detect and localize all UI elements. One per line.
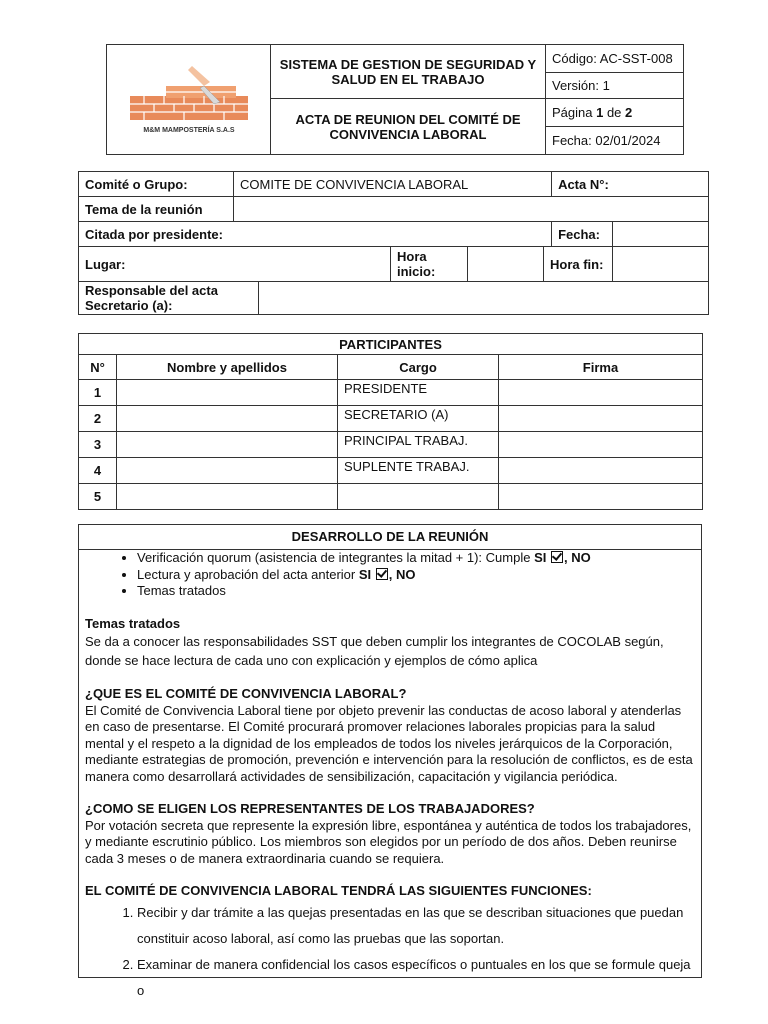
row-num: 1 [79, 380, 117, 406]
brick-wall-logo-icon [114, 58, 264, 138]
table-row [79, 406, 703, 432]
participants-title: PARTICIPANTES [79, 334, 703, 355]
acta-label: Acta N°: [552, 172, 709, 197]
doc-version: Versión: 1 [546, 73, 684, 99]
q1-text: El Comité de Convivencia Laboral tiene por objeto prevenir las conductas de acoso laboral y atenderlas en caso de presentarse. El Comité procurará promover relaciones laborales propicias para la salud mental y el respeto a la dignidad de los empleados de todos los niveles jerárquicos de la Corporación, mediante estrategias de promoción, prevención e intervención para la resolución de conflictos, es de esta manera como desarrollará actividades de sensibilización, capacitación y vigilancia periódica. [85, 702, 693, 784]
name-cell [117, 458, 338, 484]
table-row [79, 484, 703, 510]
comite-value: COMITE DE CONVIVENCIA LABORAL [234, 172, 552, 197]
row-num: 4 [79, 458, 117, 484]
q1-heading: ¿QUE ES EL COMITÉ DE CONVIVENCIA LABORAL? [85, 686, 407, 701]
tema-value [234, 197, 709, 222]
list-item: 1. Recibir y dar trámite a las quejas presentadas en las que se describan situaciones que puedan constituir acoso laboral, así como las pruebas que las soportan. [137, 900, 695, 952]
q3-heading: EL COMITÉ DE CONVIVENCIA LABORAL TENDRÁ LAS SIGUIENTES FUNCIONES: [85, 883, 592, 898]
responsable-label: Responsable del acta Secretario (a): [79, 282, 259, 315]
firma-cell [499, 458, 703, 484]
table-row [79, 432, 703, 458]
list-item: • Lectura y aprobación del acta anterior SI , NO [137, 567, 695, 584]
checkbox-checked-icon [376, 568, 388, 580]
comite-label: Comité o Grupo: [79, 172, 234, 197]
meeting-info-table [78, 171, 709, 315]
col-header-cargo: Cargo [338, 355, 499, 380]
temas-text: Se da a conocer las responsabilidades SST que deben cumplir los integrantes de COCOLAB según, donde se hace lectura de cada uno con explicación y ejemplos de cómo aplica [85, 634, 664, 668]
q2-heading: ¿COMO SE ELIGEN LOS REPRESENTANTES DE LOS TRABAJADORES? [85, 801, 535, 816]
doc-code: Código: AC-SST-008 [546, 45, 684, 73]
system-title: SISTEMA DE GESTION DE SEGURIDAD Y SALUD EN EL TRABAJO [271, 45, 546, 99]
firma-cell [499, 484, 703, 510]
name-cell [117, 380, 338, 406]
document-header [106, 44, 684, 155]
cargo-cell: SUPLENTE TRABAJ. [338, 458, 499, 484]
hora-fin-label: Hora fin: [544, 247, 613, 282]
lugar-label: Lugar: [79, 247, 391, 282]
responsable-value [259, 282, 709, 315]
company-logo [107, 45, 271, 155]
participants-table [78, 333, 703, 510]
doc-date: Fecha: 02/01/2024 [546, 127, 684, 155]
firma-cell [499, 406, 703, 432]
list-item: • Temas tratados [137, 583, 695, 600]
col-header-name: Nombre y apellidos [117, 355, 338, 380]
q2-text: Por votación secreta que represente la expresión libre, espontánea y auténtica de todos los trabajadores, y mediante escrutinio público. Los miembros son elegidos por un período de dos años. Deben reunirse cada 3 meses o de manera extraordinaria cuando se requiera. [85, 817, 692, 866]
name-cell [117, 406, 338, 432]
logo-caption: M&M MAMPOSTERÍA S.A.S [142, 127, 235, 134]
doc-title: ACTA DE REUNION DEL COMITÉ DE CONVIVENCIA LABORAL [271, 99, 546, 155]
doc-page: Página 1 de 2 [546, 99, 684, 127]
hora-inicio-label: Hora inicio: [391, 247, 468, 282]
fecha-label: Fecha: [552, 222, 613, 247]
row-num: 2 [79, 406, 117, 432]
temas-heading: Temas tratados [85, 615, 181, 631]
cargo-cell [338, 484, 499, 510]
list-item: 2. Examinar de manera confidencial los casos específicos o puntuales en los que se formule queja o [137, 952, 695, 1004]
hora-inicio-value [468, 247, 544, 282]
cargo-cell: SECRETARIO (A) [338, 406, 499, 432]
row-num: 3 [79, 432, 117, 458]
cargo-cell: PRESIDENTE [338, 380, 499, 406]
col-header-firma: Firma [499, 355, 703, 380]
name-cell [117, 484, 338, 510]
tema-label: Tema de la reunión [79, 197, 234, 222]
row-num: 5 [79, 484, 117, 510]
table-row [79, 458, 703, 484]
cargo-cell: PRINCIPAL TRABAJ. [338, 432, 499, 458]
checklist [85, 550, 695, 600]
col-header-num: N° [79, 355, 117, 380]
development-title: DESARROLLO DE LA REUNIÓN [79, 525, 701, 550]
checkbox-checked-icon [551, 551, 563, 563]
hora-fin-value [613, 247, 709, 282]
citada-label: Citada por presidente: [79, 222, 552, 247]
functions-list [85, 900, 695, 1004]
fecha-value [613, 222, 709, 247]
list-item: • Verificación quorum (asistencia de integrantes la mitad + 1): Cumple SI , NO [137, 550, 695, 567]
firma-cell [499, 380, 703, 406]
table-row [79, 380, 703, 406]
firma-cell [499, 432, 703, 458]
meeting-development-section [78, 524, 702, 998]
name-cell [117, 432, 338, 458]
